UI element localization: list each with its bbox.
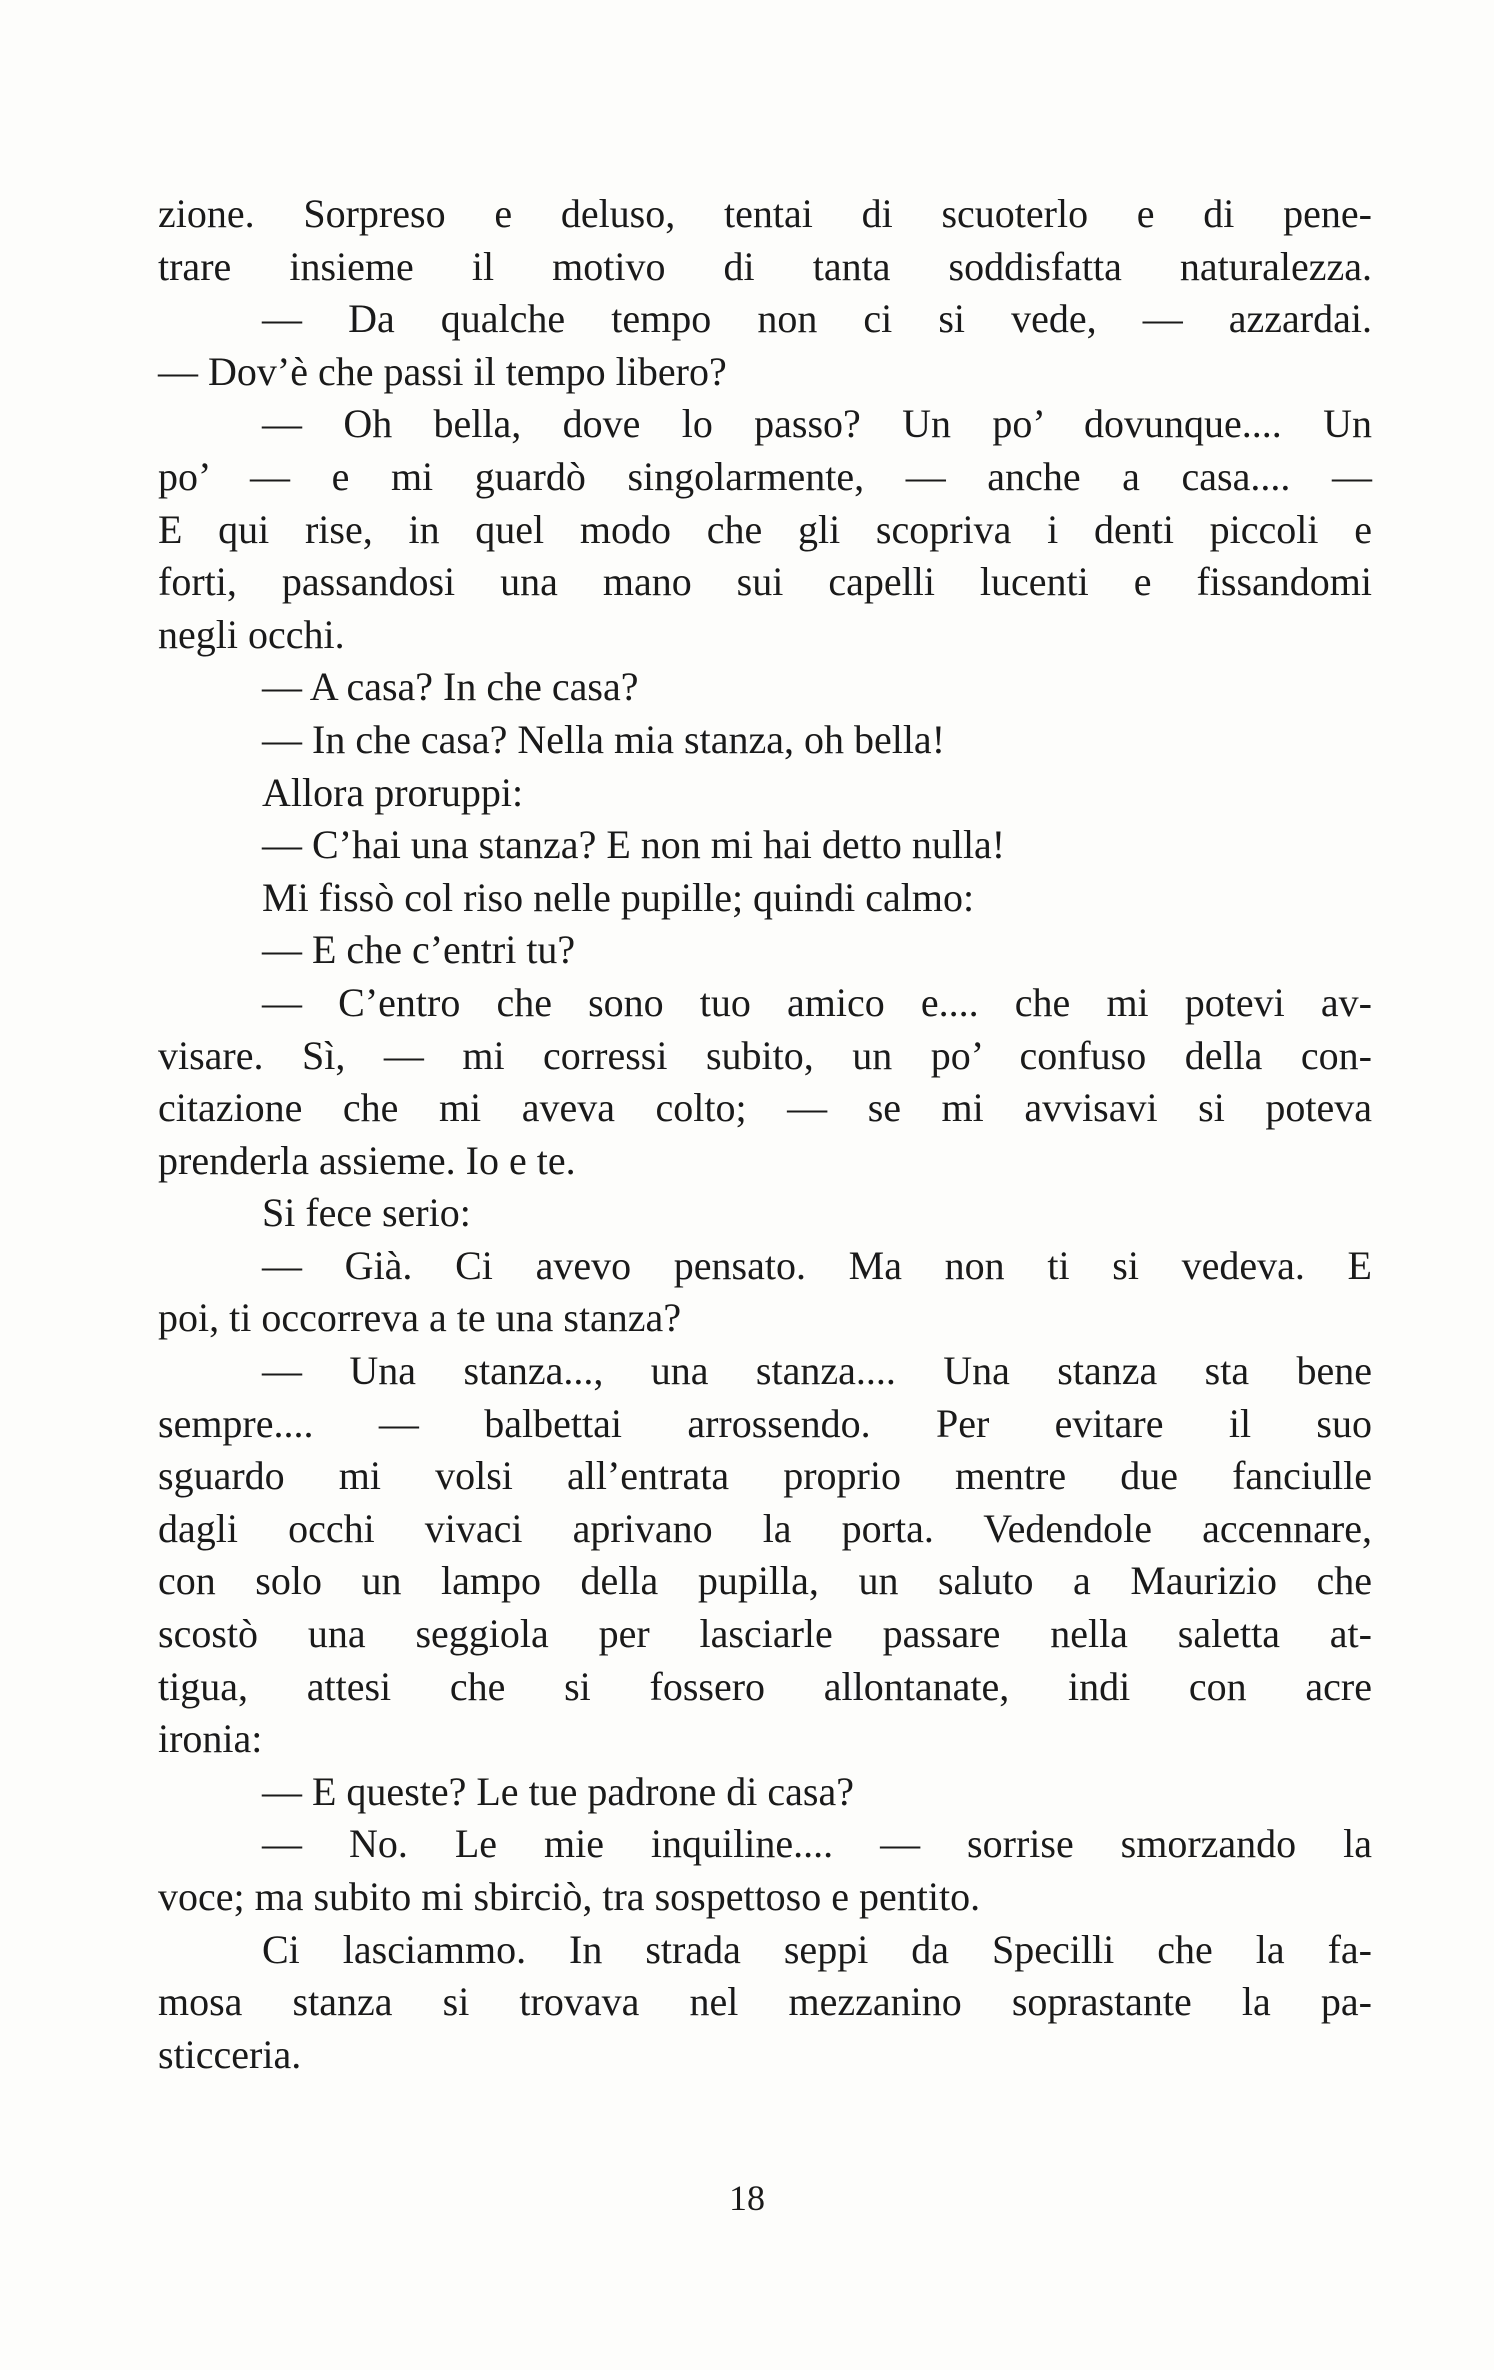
text-line: — C’hai una stanza? E non mi hai detto nulla! [262,822,1006,868]
text-line: po’ — e mi guardò singolarmente, — anche a casa.... — [158,453,1372,499]
text-line: — E che c’entri tu? [262,927,576,973]
text-line: negli occhi. [158,611,345,657]
text-line: Mi fissò col riso nelle pupille; quindi calmo: [262,874,975,920]
text-line: Ci lasciammo. In strada seppi da Specilli che la fa- [262,1926,1372,1972]
text-line: sticceria. [158,2031,302,2077]
text-line: scostò una seggiola per lasciarle passare nella saletta at- [158,1611,1372,1657]
text-line: sguardo mi volsi all’entrata proprio mentre due fanciulle [158,1453,1372,1499]
text-line: poi, ti occorreva a te una stanza? [158,1295,682,1341]
text-line: dagli occhi vivaci aprivano la porta. Vedendole accennare, [158,1505,1372,1551]
text-line: — Una stanza..., una stanza.... Una stanza sta bene [262,1348,1372,1394]
text-line: ironia: [158,1716,263,1762]
text-line: con solo un lampo della pupilla, un saluto a Maurizio che [158,1558,1372,1604]
text-line: — Già. Ci avevo pensato. Ma non ti si vedeva. E [262,1242,1372,1288]
text-line: mosa stanza si trovava nel mezzanino soprastante la pa- [158,1979,1372,2025]
text-line: — In che casa? Nella mia stanza, oh bella! [262,716,946,762]
text-line: E qui rise, in quel modo che gli scopriva i denti piccoli e [158,506,1372,552]
text-line: citazione che mi aveva colto; — se mi avvisavi si poteva [158,1085,1372,1131]
text-line: trare insieme il motivo di tanta soddisfatta naturalezza. [158,243,1372,289]
text-line: — No. Le mie inquiline.... — sorrise smorzando la [262,1821,1372,1867]
text-line: zione. Sorpreso e deluso, tentai di scuoterlo e di pene- [158,191,1372,236]
text-line: visare. Sì, — mi corressi subito, un po’ confuso della con- [158,1032,1372,1078]
page-number: 18 [729,2178,765,2218]
text-line: — C’entro che sono tuo amico e.... che mi potevi av- [262,979,1372,1025]
body-text [158,188,1372,2081]
text-line: forti, passandosi una mano sui capelli lucenti e fissandomi [158,559,1372,605]
text-line: — Oh bella, dove lo passo? Un po’ dovunque.... Un [262,401,1372,447]
text-line: Si fece serio: [262,1190,471,1236]
text-line: — Da qualche tempo non ci si vede, — azzardai. [262,296,1372,342]
text-line: sempre.... — balbettai arrossendo. Per evitare il suo [158,1400,1372,1446]
text-line: tigua, attesi che si fossero allontanate, indi con acre [158,1663,1372,1709]
text-line: prenderla assieme. Io e te. [158,1137,576,1183]
text-line: voce; ma subito mi sbirciò, tra sospettoso e pentito. [158,1874,981,1919]
text-line: — E queste? Le tue padrone di casa? [262,1768,854,1814]
text-line: — A casa? In che casa? [262,664,639,710]
text-line: — Dov’è che passi il tempo libero? [158,348,727,394]
text-line: Allora proruppi: [262,769,524,815]
